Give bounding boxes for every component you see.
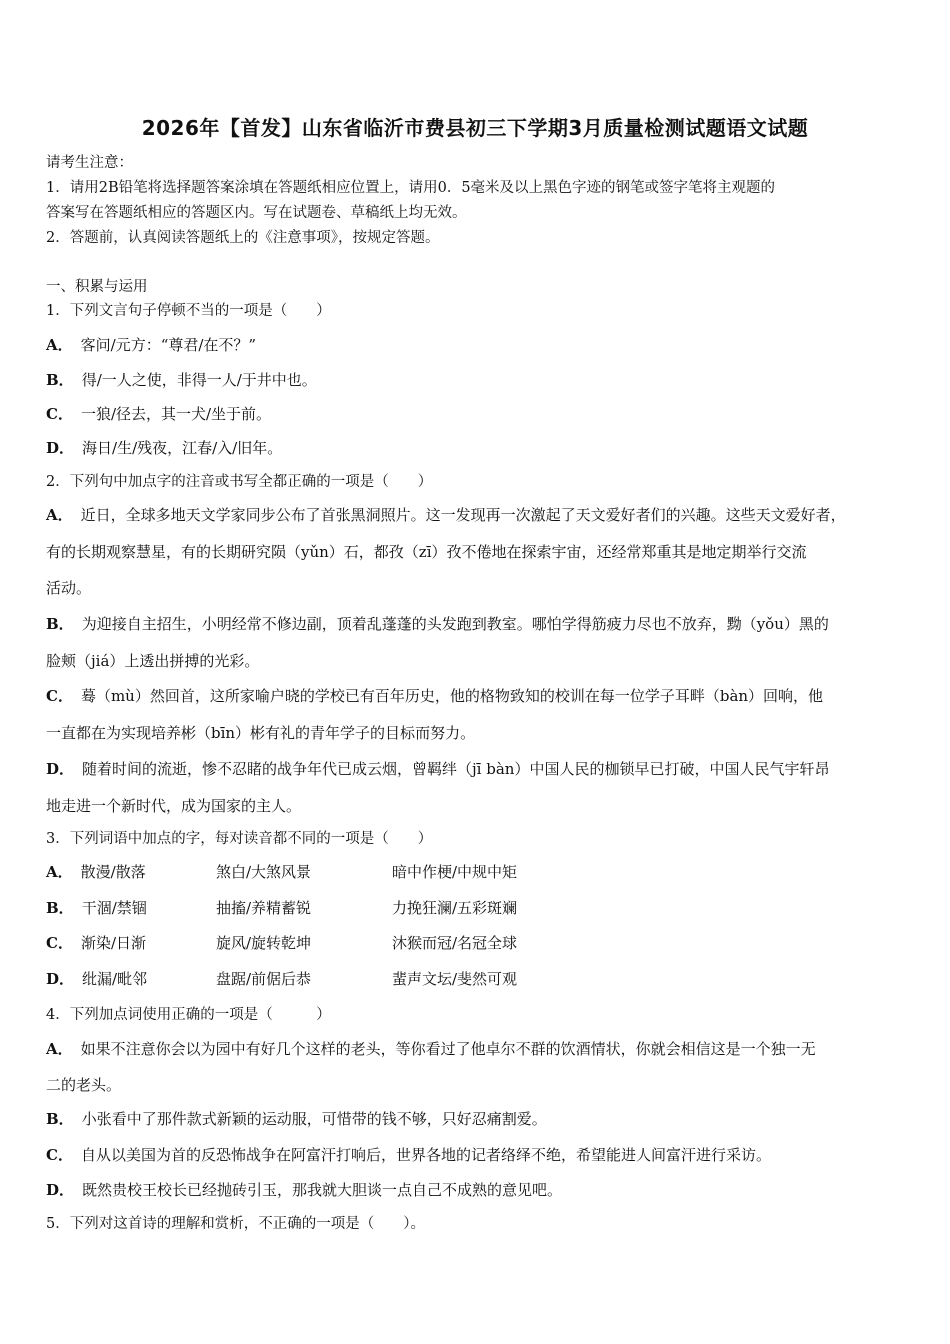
question-4-option-d xyxy=(46,1180,914,1200)
question-3-stem: 3．下列词语中加点的字，每对读音都不同的一项是（ ） xyxy=(46,831,433,847)
option-label: C． xyxy=(46,405,73,423)
option-label: C． xyxy=(46,1146,73,1164)
option-label: B． xyxy=(46,1110,74,1128)
option-a-col-3: 暗中作梗/中规中矩 xyxy=(392,863,518,881)
question-2-stem: 2．下列句中加点字的注音或书写全都正确的一项是（ ） xyxy=(46,474,433,490)
question-4-stem: 4．下列加点词使用正确的一项是（ ） xyxy=(46,1007,331,1023)
question-1-option-b xyxy=(46,370,914,390)
option-text: 既然贵校王校长已经抛砖引玉，那我就大胆谈一点自己不成熟的意见吧。 xyxy=(82,1181,563,1199)
option-c-col-1 xyxy=(46,933,146,953)
option-text: 近日，全球多地天文学家同步公布了首张黑洞照片。这一发现再一次激起了天文爱好者们的兴趣。这些天文爱好者， xyxy=(80,506,846,524)
question-2-option-a-line-3: 活动。 xyxy=(46,579,92,597)
option-c-col-2: 旋风/旋转乾坤 xyxy=(216,934,312,952)
option-b-col-1 xyxy=(46,898,147,918)
question-1-option-c xyxy=(46,404,914,424)
option-c-col-3: 沐猴而冠/名冠全球 xyxy=(392,934,518,952)
option-a-col-1 xyxy=(46,862,146,882)
option-label: B． xyxy=(46,899,74,917)
option-text: 客问/元方：“尊君/在不？” xyxy=(80,336,257,354)
option-label: D． xyxy=(46,760,75,778)
option-label: D． xyxy=(46,439,75,457)
option-label: A． xyxy=(46,506,73,524)
question-2-option-b-line-2: 脸颊（jiá）上透出拼搏的光彩。 xyxy=(46,652,260,670)
question-2-option-c-line-2: 一直都在为实现培养彬（bīn）彬有礼的青年学子的目标而努力。 xyxy=(46,724,476,742)
question-4-option-b xyxy=(46,1109,914,1129)
notice-item-2: 2．答题前，认真阅读答题纸上的《注意事项》，按规定答题。 xyxy=(46,230,440,246)
option-text: 干涸/禁锢 xyxy=(81,899,147,917)
option-label: B． xyxy=(46,371,74,389)
question-1-option-d xyxy=(46,438,914,458)
question-2-option-b-line-1 xyxy=(46,614,914,634)
option-text: 自从以美国为首的反恐怖战争在阿富汗打响后，世界各地的记者络绎不绝，希望能进人间富汗进行采访。 xyxy=(80,1146,771,1164)
question-2-option-a-line-1 xyxy=(46,505,914,525)
option-d-col-2: 盘踞/前倨后恭 xyxy=(216,970,312,988)
option-text: 蓦（mù）然回首，这所家喻户晓的学校已有百年历史，他的格物致知的校训在每一位学子耳畔（bàn）回响，他 xyxy=(80,687,824,705)
option-label: C． xyxy=(46,687,73,705)
question-2-option-c-line-1 xyxy=(46,686,914,706)
section-heading: 一、积累与运用 xyxy=(46,279,148,295)
option-text: 纰漏/毗邻 xyxy=(82,970,148,988)
option-text: 一狼/径去，其一犬/坐于前。 xyxy=(80,405,272,423)
option-label: D． xyxy=(46,1181,75,1199)
option-text: 随着时间的流逝，惨不忍睹的战争年代已成云烟，曾羁绊（jī bàn）中国人民的枷锁早已打破，中国人民气宇轩昂 xyxy=(82,760,830,778)
option-label: D． xyxy=(46,970,75,988)
question-5-stem: 5．下列对这首诗的理解和赏析，不正确的一项是（ ）。 xyxy=(46,1216,425,1232)
option-label: A． xyxy=(46,1040,73,1058)
option-label: A． xyxy=(46,336,73,354)
option-b-col-3: 力挽狂澜/五彩斑斓 xyxy=(392,899,518,917)
option-d-col-3: 蜚声文坛/斐然可观 xyxy=(392,970,518,988)
option-label: C． xyxy=(46,934,73,952)
option-d-col-1 xyxy=(46,969,147,989)
option-text: 得/一人之使，非得一人/于井中也。 xyxy=(81,371,317,389)
question-4-option-a-line-2: 二的老头。 xyxy=(46,1076,122,1094)
option-label: A． xyxy=(46,863,73,881)
question-1-option-a xyxy=(46,335,914,355)
question-2-option-d-line-1 xyxy=(46,759,914,779)
question-2-option-a-line-2: 有的长期观察慧星，有的长期研究陨（yǔn）石，都孜（zī）孜不倦地在探索宇宙，还经常郑重其是地定期举行交流 xyxy=(46,543,807,561)
option-a-col-2: 煞白/大煞风景 xyxy=(216,863,312,881)
question-4-option-c xyxy=(46,1145,914,1165)
question-2-option-d-line-2: 地走进一个新时代，成为国家的主人。 xyxy=(46,797,302,815)
option-text: 渐染/日渐 xyxy=(80,934,147,952)
notice-heading: 请考生注意： xyxy=(46,155,133,171)
option-text: 海日/生/残夜，江春/入/旧年。 xyxy=(82,439,283,457)
notice-item-1-line-2: 答案写在答题纸相应的答题区内。写在试题卷、草稿纸上均无效。 xyxy=(46,205,467,221)
option-b-col-2: 抽搐/养精蓄锐 xyxy=(216,899,312,917)
option-text: 如果不注意你会以为园中有好几个这样的老头，等你看过了他卓尔不群的饮酒情状，你就会相信这是一个独一无 xyxy=(80,1040,816,1058)
notice-item-1-line-1: 1．请用2B铅笔将选择题答案涂填在答题纸相应位置上，请用0．5毫米及以上黑色字迹的钢笔或签字笔将主观题的 xyxy=(46,180,776,196)
option-text: 为迎接自主招生，小明经常不修边副，顶着乱蓬蓬的头发跑到教室。哪怕学得筋疲力尽也不放弃，黝（yǒu）黑的 xyxy=(81,615,829,633)
option-label: B． xyxy=(46,615,74,633)
exam-title: 2026年【首发】山东省临沂市费县初三下学期3月质量检测试题语文试题 xyxy=(141,116,809,140)
question-4-option-a-line-1 xyxy=(46,1039,914,1059)
question-1-stem: 1．下列文言句子停顿不当的一项是（ ） xyxy=(46,303,331,319)
option-text: 散漫/散落 xyxy=(80,863,146,881)
option-text: 小张看中了那件款式新颖的运动服，可惜带的钱不够，只好忍痛割爱。 xyxy=(81,1110,547,1128)
